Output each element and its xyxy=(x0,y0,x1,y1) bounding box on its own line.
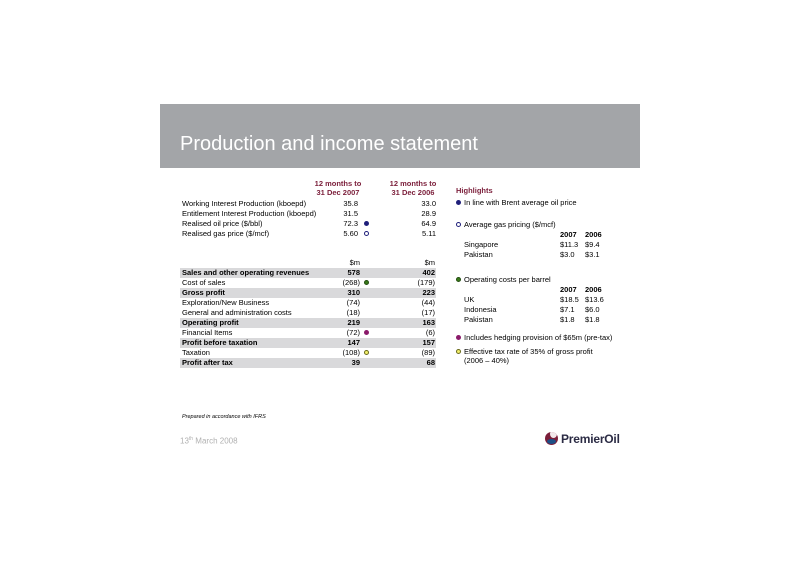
presentation-date: 13th March 2008 xyxy=(180,436,238,446)
financial-items-marker-icon xyxy=(456,335,461,340)
opex-table-row: UK $18.5 $13.6 xyxy=(464,295,604,304)
footnote: Prepared in accordance with IFRS xyxy=(182,414,266,420)
income-row: Profit after tax 39 68 xyxy=(182,358,435,367)
income-row: Cost of sales (268) (179) xyxy=(182,278,435,287)
column-header-2007: 12 months to 31 Dec 2007 xyxy=(314,179,362,197)
income-row: Sales and other operating revenues 578 402 xyxy=(182,268,435,277)
income-row: Operating profit 219 163 xyxy=(182,318,435,327)
opex-table-header: 2007 2006 xyxy=(560,285,602,294)
income-row: Financial Items (72) (6) xyxy=(182,328,435,337)
income-row: Profit before taxation 147 157 xyxy=(182,338,435,347)
taxation-marker-icon xyxy=(456,349,461,354)
oil-price-marker-icon xyxy=(456,200,461,205)
slide: Production and income statement 12 months to 31 Dec 2007 12 months to 31 Dec 2006 Working Interest Production (kboepd) 35.8 33.0 Entitlement Interest Production (kboepd) 31.5 28.9 Realised oil price ($/bbl) 72.3 64.9 Realised gas price ($/mcf) 5.60 5.11 $m $m Sales and other operating revenues 578 402 Cost of sales (268) (179) Gross profit 310 223 Exploration/New Business (74) (44) General and administration costs (18) (17) Operating profit 219 163 Financial Items (72) (6) Profit before taxation 147 157 Taxation (108) (89) Profit after tax 39 68 Highlights In line with Brent average oil price Average gas pricing ($/mcf) 2007 2006 Singapore $11.3 $9.4 Pakistan $3.0 $3.1 Operating costs per barrel 2007 2006 UK $18.5 $13.6 Indonesia $7.1 $6.0 Pakistan $1.8 $1.8 Includes hedging provision of $65m (pre-tax) Effective tax rate of 35% of gross profit (2006 – 40%) Prepared in accordance with IFRS 13th March 2008 PremierOil xyxy=(160,104,640,464)
gas-price-marker-icon xyxy=(456,222,461,227)
highlights-title: Highlights xyxy=(456,186,493,195)
gas-table-row: Pakistan $3.0 $3.1 xyxy=(464,250,600,259)
title-bar xyxy=(160,104,640,168)
column-header-2006: 12 months to 31 Dec 2006 xyxy=(389,179,437,197)
income-row: Exploration/New Business (74) (44) xyxy=(182,298,435,307)
income-row: General and administration costs (18) (17) xyxy=(182,308,435,317)
page-title: Production and income statement xyxy=(180,133,478,155)
units-row: $m $m xyxy=(349,258,435,267)
opex-table-row: Pakistan $1.8 $1.8 xyxy=(464,315,600,324)
income-row: Taxation (108) (89) xyxy=(182,348,435,357)
opex-table-row: Indonesia $7.1 $6.0 xyxy=(464,305,600,314)
income-row: Gross profit 310 223 xyxy=(182,288,435,297)
cost-of-sales-marker-icon xyxy=(456,277,461,282)
highlight-tax-note: (2006 – 40%) xyxy=(464,356,510,365)
gas-table-row: Singapore $11.3 $9.4 xyxy=(464,240,600,249)
gas-table-header: 2007 2006 xyxy=(560,230,602,239)
premier-oil-logo-icon xyxy=(545,432,558,445)
